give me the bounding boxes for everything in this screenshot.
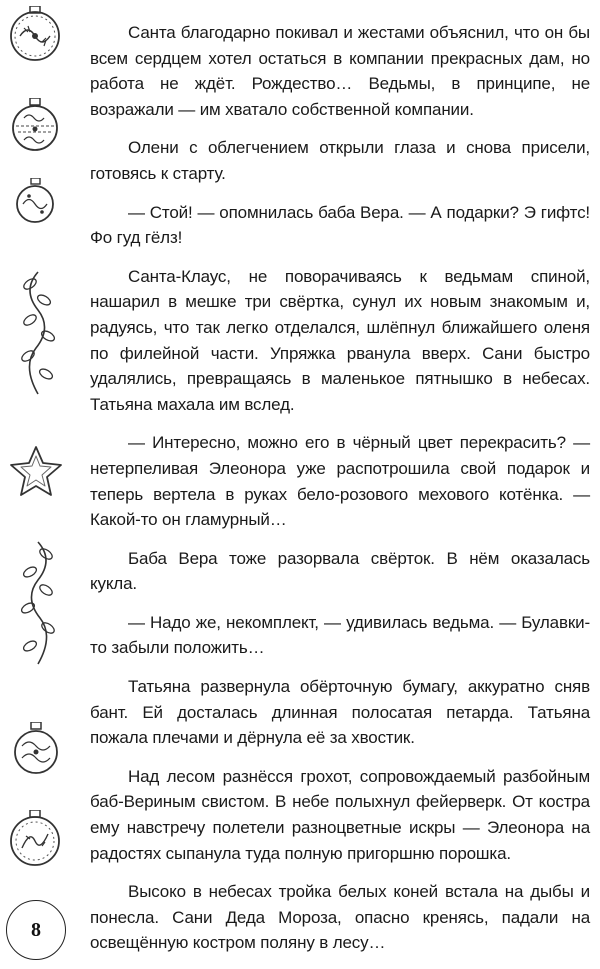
- paragraph: Высоко в небесах тройка белых коней встала на дыбы и понесла. Сани Деда Мороза, опасно кренясь, падали на освещённую костром поляну в лесу…: [90, 882, 590, 953]
- paragraph: Над лесом разнёсся грохот, сопровождаемый разбойным баб-Вериным свистом. В небе полыхнул фейерверк. От костра ему навстречу полетели разноцветные искры — Элеонора на радостях сыпанула туда полную пригоршню порошка.: [90, 766, 590, 863]
- ornament-ball-icon: [8, 810, 64, 868]
- paragraph: — Интересно, можно его в чёрный цвет перекрасить? — нетерпеливая Элеонора уже распотрошила свой подарок и теперь вертела в руках бело-розового мехового котёнка. — Какой-то он гламурный…: [90, 433, 590, 530]
- page-number: 8: [6, 900, 66, 960]
- star-ornament-icon: [8, 444, 64, 498]
- body-text: [90, 20, 590, 969]
- paragraph: Татьяна развернула обёрточную бумагу, аккуратно сняв бант. Ей досталась длинная полосатая петарда. Татьяна пожала плечами и дёрнула её за хвостик.: [90, 677, 590, 748]
- paragraph: Олени с облегчением открыли глаза и снова присели, готовясь к старту.: [90, 138, 590, 183]
- ornament-ball-icon: [12, 722, 62, 776]
- ornament-ball-icon: [8, 6, 64, 64]
- paragraph: Санта-Клаус, не поворачиваясь к ведьмам спиной, нашарил в мешке три свёртка, сунул их новым знакомым и, радуясь, что так легко отделался, шлёпнул ближайшего оленя по филейной части. Упряжка рванула вверх. Сани быстро удалялись, превращаясь в маленькое пятнышко в небесах. Татьяна махала им вслед.: [90, 266, 590, 414]
- holly-garland-icon: [12, 270, 60, 398]
- holly-garland-icon: [14, 540, 62, 668]
- paragraph: — Стой! — опомнилась баба Вера. — А подарки? Э гифтс! Фо гуд гёлз!: [90, 202, 590, 248]
- ornament-ball-icon: [10, 98, 62, 154]
- paragraph: Баба Вера тоже разорвала свёрток. В нём оказалась кукла.: [90, 548, 590, 594]
- paragraph: — Надо же, некомплект, — удивилась ведьма. — Булавки-то забыли положить…: [90, 612, 590, 658]
- paragraph: Санта благодарно покивал и жестами объяснил, что он бы всем сердцем хотел остаться в компании прекрасных дам, но работа не ждёт. Рождество… Ведьмы, в принципе, не возражали — им хватало собственной компании.: [90, 23, 590, 119]
- margin-decorations: [0, 0, 80, 960]
- ornament-ball-small-icon: [14, 178, 58, 226]
